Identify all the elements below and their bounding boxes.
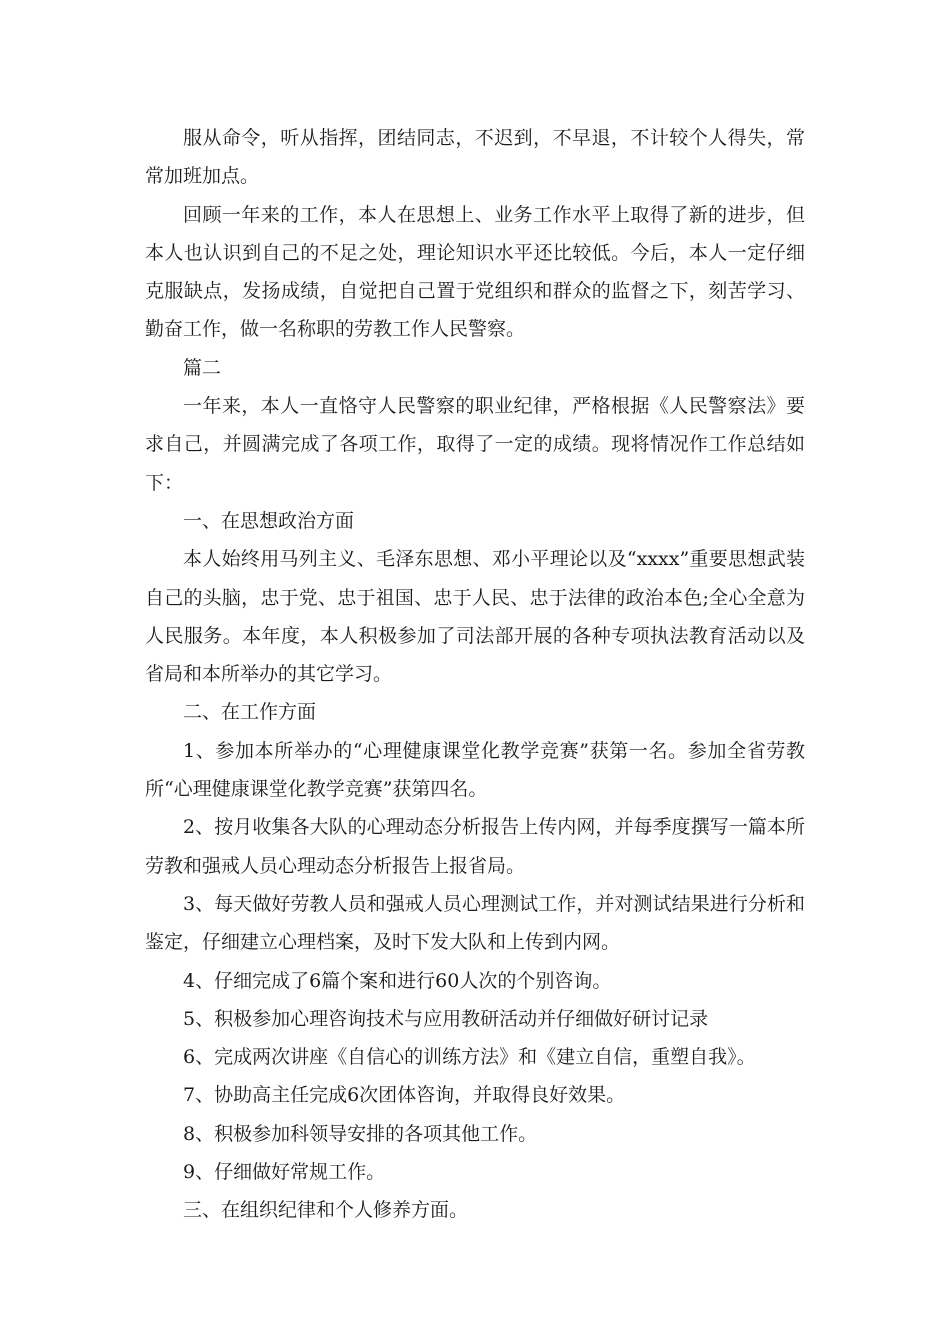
section-heading-pian-er: 篇二	[183, 356, 222, 379]
list-item-1: 1、参加本所举办的“心理健康课堂化教学竞赛”获第一名。参加全省劳教所“心理健康课堂化教学竞赛”获第四名。	[145, 739, 805, 801]
section-heading-3: 三、在组织纪律和个人修养方面。	[183, 1199, 469, 1222]
document-body	[145, 119, 805, 1230]
list-item-5: 5、积极参加心理咨询技术与应用教研活动并仔细做好研讨记录	[183, 1007, 709, 1030]
paragraph-intro: 一年来，本人一直恪守人民警察的职业纪律，严格根据《人民警察法》要求自己，并圆满完成了各项工作，取得了一定的成绩。现将情况作工作总结如下：	[145, 395, 805, 494]
section-heading-1: 一、在思想政治方面	[183, 509, 355, 532]
list-item-9: 9、仔细做好常规工作。	[183, 1161, 386, 1184]
list-item-2: 2、按月收集各大队的心理动态分析报告上传内网，并每季度撰写一篇本所劳教和强戒人员心理动态分析报告上报省局。	[145, 816, 805, 877]
list-item-8: 8、积极参加科领导安排的各项其他工作。	[183, 1122, 538, 1145]
paragraph-2: 回顾一年来的工作，本人在思想上、业务工作水平上取得了新的进步，但本人也认识到自己的不足之处，理论知识水平还比较低。今后，本人一定仔细克服缺点，发扬成绩，自觉把自己置于党组织和群众的监督之下，刻苦学习、勤奋工作，做一名称职的劳教工作人民警察。	[145, 203, 805, 341]
list-item-4: 4、仔细完成了6篇个案和进行60人次的个别咨询。	[183, 969, 612, 992]
list-item-3: 3、每天做好劳教人员和强戒人员心理测试工作，并对测试结果进行分析和鉴定，仔细建立心理档案，及时下发大队和上传到内网。	[145, 892, 805, 954]
paragraph-politics: 本人始终用马列主义、毛泽东思想、邓小平理论以及“xxxx”重要思想武装自己的头脑，忠于党、忠于祖国、忠于人民、忠于法律的政治本色;全心全意为人民服务。本年度，本人积极参加了司法部开展的各种专项执法教育活动以及省局和本所举办的其它学习。	[145, 548, 805, 686]
list-item-6: 6、完成两次讲座《自信心的训练方法》和《建立自信，重塑自我》。	[183, 1046, 756, 1069]
paragraph-1: 服从命令，听从指挥，团结同志，不迟到，不早退，不计较个人得失，常常加班加点。	[145, 127, 805, 188]
section-heading-2: 二、在工作方面	[183, 701, 317, 724]
list-item-7: 7、协助高主任完成6次团体咨询，并取得良好效果。	[183, 1084, 626, 1107]
